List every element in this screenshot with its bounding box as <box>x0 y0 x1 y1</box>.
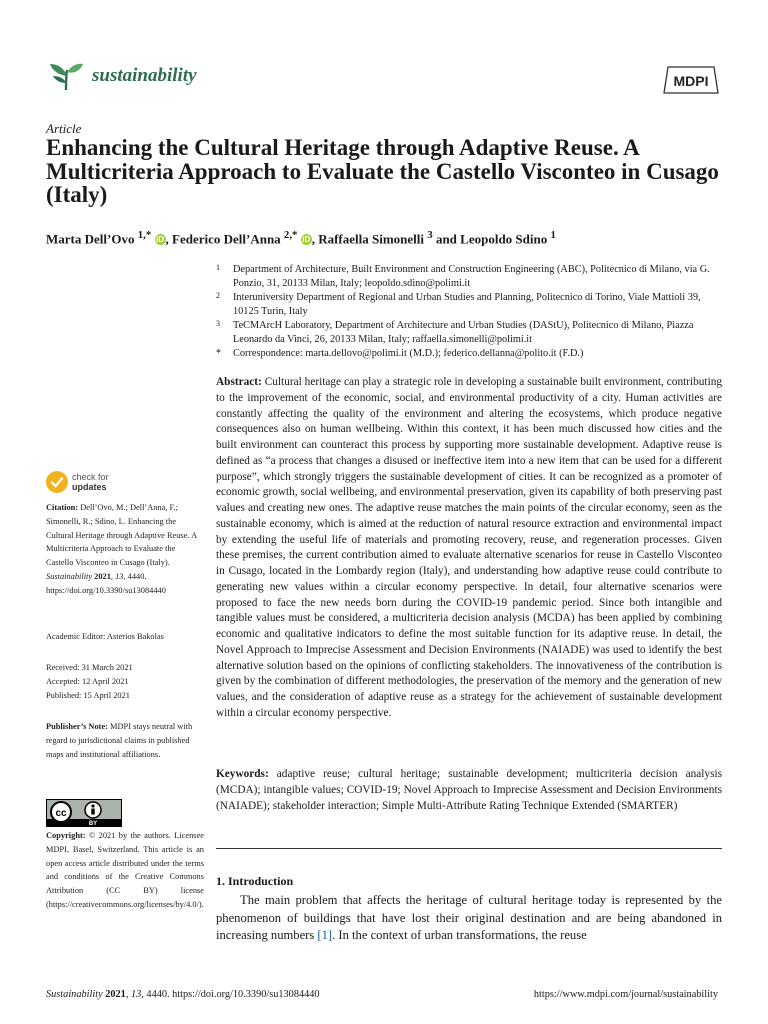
citation-volume: 13 <box>115 571 124 581</box>
mdpi-logo-icon <box>660 62 722 98</box>
affiliation-item <box>216 263 726 291</box>
academic-editor: Academic Editor: Asterios Bakolas <box>46 632 164 641</box>
correspondence-item <box>216 347 726 361</box>
affiliation-mark: 3 <box>216 319 220 328</box>
citation-text: Dell’Ovo, M.; Dell’Anna, F.; Simonelli, R.; Sdino, L. Enhancing the Cultural Heritage through Adaptive Reuse. A Multicriteria Approach to Evaluate the Castello Visconteo in Cusago (Italy). <box>46 503 197 568</box>
orcid-icon[interactable]: iD <box>302 235 311 245</box>
affiliation-item <box>216 319 726 347</box>
publisher-note-text: MDPI stays neutral with regard to jurisdictional claims in published maps and institutional affiliations. <box>46 722 193 759</box>
section-divider <box>216 848 722 849</box>
intro-text: The main problem that affects the heritage of cultural heritage today is represented by the phenomenon of buildings that have lost their original destination and are being abandoned in increasing numbers <box>216 893 722 942</box>
citation-doi[interactable]: 4440. https://doi.org/10.3390/su13084440 <box>46 571 166 595</box>
by-license-text: BY <box>88 821 98 826</box>
journal-brand <box>46 56 197 96</box>
affiliation-text: Interuniversity Department of Regional and Urban Studies and Planning, Politecnico di Torino, Viale Mattioli 39, 10125 Turin, Italy <box>233 292 701 317</box>
citation-block: Citation: Dell’Ovo, M.; Dell’Anna, F.; Simonelli, R.; Sdino, L. Enhancing the Cultural Heritage through Adaptive Reuse. A Multicriteria Approach to Evaluate the Castello Visconteo in Cusago (Italy). Sustainability 2021, 13, 4440. https://doi.org/10.3390/su13084440 <box>46 503 197 595</box>
abstract <box>216 375 722 722</box>
cc-license-text: cc <box>55 808 67 819</box>
intro-text-continued: . In the context of urban transformations, the reuse <box>332 928 587 942</box>
citation-year: 2021 <box>94 571 111 581</box>
affiliation-mark: 2 <box>216 291 220 300</box>
journal-name: sustainability <box>92 65 197 86</box>
copyright-text: © 2021 by the authors. Licensee MDPI, Basel, Switzerland. This article is an open access article distributed under the terms and conditions of the Creative Commons Attribution (CC BY) license (https://creativecommons.org/licenses/by/4.0/). <box>46 831 204 909</box>
footer-journal-url[interactable]: https://www.mdpi.com/journal/sustainability <box>533 989 718 1000</box>
keywords <box>216 767 722 814</box>
accepted-date: Accepted: 12 April 2021 <box>46 676 129 686</box>
introduction-paragraph <box>216 892 722 945</box>
mdpi-logo-text: MDPI <box>673 73 709 89</box>
author-name[interactable]: Marta Dell’Ovo <box>46 231 135 247</box>
keywords-text: adaptive reuse; cultural heritage; sustainable development; multicriteria decision analysis (MCDA); intangible values; COVID-19; Novel Approach to Imprecise Assessment and Decision Environments (NAIADE); stakeholder interaction; Simple Multi-Attribute Rating Technique Extended (SMARTER) <box>216 768 722 812</box>
leaf-logo-icon <box>46 56 86 96</box>
check-updates-line2: updates <box>72 482 107 492</box>
footer-volume: 13 <box>130 989 142 1000</box>
article-type: Article <box>46 121 82 136</box>
affiliation-text: Department of Architecture, Built Environment and Construction Engineering (ABC), Politecnico di Milano, via G. Ponzio, 31, 20133 Milan, Italy; leopoldo.sdino@polimi.it <box>233 264 710 289</box>
authors-and: and <box>435 231 457 247</box>
article-title: Enhancing the Cultural Heritage through Adaptive Reuse. A Multicriteria Approach to Evaluate the Castello Visconteo in Cusago (Italy) <box>46 135 719 207</box>
author-affil-mark: 1 <box>550 229 556 241</box>
check-updates-icon <box>46 471 68 493</box>
copyright-label: Copyright: <box>46 831 86 840</box>
abstract-label: Abstract: <box>216 376 262 388</box>
received-date: Received: 31 March 2021 <box>46 663 133 672</box>
abstract-text: Cultural heritage can play a strategic role in developing a sustainable built environment, contributing to the improvement of the economic, social, and environmental productivity of a city. Human activities are constantly affecting the quality of the environment and altering the ecosystems, which produce negative consequences also on human wellbeing. Within this context, it has been much discussed how cities and the built environment can counteract this process by supporting more sustainable development. Adaptive reuse is defined as “a process that changes a disused or ineffective item into a new item that can be used for a different purpose”, which strongly triggers the sustainable development of cities. It can be recognized as a promoter of economic growth, social wellbeing, and environmental preservation, given its capability of both preserving past values and creating new ones. The adaptive reuse matches the main points of the circular economy, seen as the sustainable economy, which is aimed at the reduction of natural resource extraction and environmental impact by extending the useful life of materials and promoting recovery, reuse, and regeneration processes. Given these premises, the current contribution aimed to evaluate alternative scenarios for reuse in Castello Visconteo in Cusago, located in the Lombardy region (Italy), and understanding how adaptive reuse could contribute to generating new values within a circular economy perspective. In detail, four alternative scenarios were proposed to face the new needs born during the COVID-19 pandemic period. Since both intangible and tangible values must be considered, a multicriteria decision analysis (MCDA) has been applied by combining economic and qualitative indicators to define the most suitable function for its adaptive reuse. In detail, the Novel Approach to Imprecise Assessment and Decision Environments (NAIADE) was used to identify the best alternative solution based on the opinions of conflicting stakeholders. The innovativeness of the contribution is given by the combination of different methodologies, the preservation of the memory and the generation of new values, and the consideration of adaptive reuse as a strategy for the achievement of sustainable development within a circular economy perspective. <box>216 376 722 719</box>
affiliations <box>216 263 726 361</box>
footer-year: 2021 <box>105 989 126 1000</box>
published-date: Published: 15 April 2021 <box>46 690 130 700</box>
affiliation-item <box>216 291 726 319</box>
check-updates-line1: check for <box>72 472 109 482</box>
dates-block <box>46 661 204 702</box>
author-name[interactable]: Raffaella Simonelli <box>318 231 425 247</box>
author-list: Marta Dell’Ovo $^{1,*}$ iD , Federico Dell’Anna $^{2,*}$ iD , Raffaella Simonelli $^3$ and Leopoldo Sdino $^1$ <box>46 229 556 247</box>
affiliation-mark: * <box>216 348 221 359</box>
affiliation-text: TeCMArcH Laboratory, Department of Architecture and Urban Studies (DAStU), Politecnico di Milano, Piazza Leonardo da Vinci, 26, 20133 Milan, Italy; raffaella.simonelli@polimi.it <box>233 320 694 345</box>
author-affil-mark: 2,* <box>283 229 298 241</box>
keywords-label: Keywords: <box>216 768 269 780</box>
section-heading-introduction: 1. Introduction <box>216 874 294 888</box>
check-for-updates-badge[interactable] <box>46 471 109 493</box>
citation-journal: Sustainability <box>46 571 93 581</box>
copyright-block <box>46 829 204 912</box>
footer-doi[interactable]: , 4440. https://doi.org/10.3390/su13084440 <box>141 989 320 1000</box>
publisher-note-label: Publisher’s Note: <box>46 722 108 731</box>
orcid-icon[interactable]: iD <box>156 235 164 245</box>
affiliation-mark: 1 <box>216 263 220 272</box>
correspondence-text: Correspondence: marta.dellovo@polimi.it (M.D.); federico.dellanna@polito.it (F.D.) <box>233 348 584 359</box>
author-affil-mark: 3 <box>427 229 433 241</box>
footer-journal: Sustainability <box>46 989 103 1000</box>
footer-citation: Sustainability 2021, 13, 4440. https://doi.org/10.3390/su13084440 <box>46 989 320 1000</box>
author-affil-mark: 1,* <box>137 229 152 241</box>
cc-by-license-badge[interactable] <box>46 799 122 827</box>
reference-link[interactable]: [1] <box>317 928 333 942</box>
citation-label: Citation: <box>46 503 79 512</box>
author-name[interactable]: Federico Dell’Anna <box>172 231 281 247</box>
author-name[interactable]: Leopoldo Sdino <box>460 231 548 247</box>
publisher-note <box>46 720 204 761</box>
